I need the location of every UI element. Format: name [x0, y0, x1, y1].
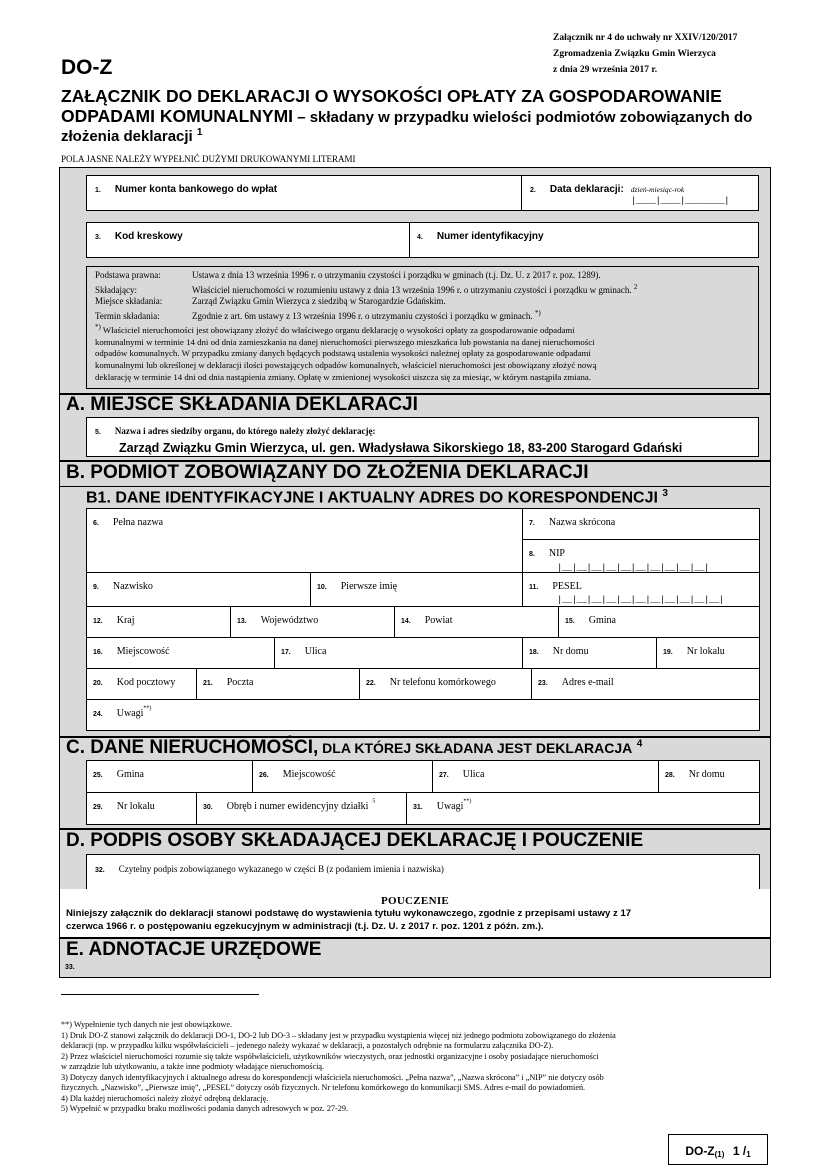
title-line: złożenia deklaracji	[61, 128, 193, 145]
field-label: Nr lokalu	[116, 801, 155, 812]
field-label: Nr domu	[552, 646, 589, 657]
instruction-line: czerwca 1966 r. o postępowaniu egzekucyjnym w administracji (t.j. Dz. U. z 2017 r. poz. 1201 z późn. zm.).	[66, 921, 544, 932]
field-label: Kod pocztowy	[116, 677, 176, 688]
section-b1-title	[86, 488, 668, 507]
page-total: 1	[746, 1150, 751, 1159]
field-label: Czytelny podpis zobowiązanego wykazanego w części B (z podaniem imienia i nazwiska)	[118, 864, 444, 874]
note-line: komunalnymi w terminie 14 dni od dnia zamieszkania na danej nieruchomości pierwszego mieszkańca lub powstania na danej nieruchomości	[95, 336, 595, 347]
page-form-code: DO-Z	[685, 1144, 715, 1158]
field-number: 2.	[530, 187, 536, 194]
field-label: Uwagi	[116, 708, 144, 719]
legal-basis-box	[86, 266, 759, 389]
fill-instruction: POLA JASNE NALEŻY WYPEŁNIĆ DUŻYMI DRUKOWANYMI LITERAMI	[61, 154, 356, 164]
parcel-number-field[interactable]: 30. Obręb i numer ewidencyjny działki $^5$	[197, 793, 407, 825]
resolution-line: z dnia 29 września 2017 r.	[553, 65, 658, 75]
mobile-phone-field[interactable]: 22. Nr telefonu komórkowego	[360, 669, 532, 700]
footnote: 5) Wypełnić w przypadku braku możliwości podania danych adresowych w poz. 27-29.	[61, 1104, 348, 1113]
instruction-title: POUCZENIE	[380, 895, 450, 907]
street-field[interactable]: 17. Ulica	[275, 638, 523, 669]
legal-key: Składający:	[95, 284, 137, 295]
resolution-line: Załącznik nr 4 do uchwały nr XXIV/120/2017	[553, 33, 738, 43]
property-commune-field[interactable]: 25. Gmina	[87, 761, 253, 793]
section-c-label: C. DANE NIERUCHOMOŚCI,	[66, 737, 319, 758]
note-line: komunalnymi lub określonej w deklaracji ilości powstających odpadów komunalnych, właściciel nieruchomości jest obowiązany złożyć nową	[95, 360, 597, 371]
field-label: Powiat	[424, 615, 453, 626]
instruction-box	[60, 889, 770, 937]
property-apartment-field[interactable]: 29. Nr lokalu	[87, 793, 197, 825]
signature-field[interactable]: 32. Czytelny podpis zobowiązanego wykazanego w części B (z podaniem imienia i nazwiska)	[86, 854, 760, 889]
full-name-field[interactable]: 6. Pełna nazwa	[87, 509, 523, 573]
field-label: Pierwsze imię	[340, 581, 398, 592]
section-e-title: E. ADNOTACJE URZĘDOWE	[66, 939, 322, 960]
note-line: odpadów komunalnych. W przypadku zmiany danych będących podstawą ustalenia wysokości należnej opłaty za gospodarowanie odpadami	[95, 348, 591, 359]
field-label: Nazwa i adres siedziby organu, do którego należy złożyć deklarację:	[114, 426, 376, 436]
county-field[interactable]: 14. Powiat	[395, 607, 559, 638]
identification-number-field[interactable]	[411, 223, 759, 257]
footnote: fizycznych. „Nazwisko”, „Pierwsze imię”, „PESEL” dotyczy osób fizycznych. Nr telefonu komórkowego do komunikacji SMS. Adres e-mail do powiadomień.	[61, 1083, 586, 1092]
property-street-field[interactable]: 27. Ulica	[433, 761, 659, 793]
subject-data-grid	[86, 508, 760, 731]
remarks-field[interactable]: 24. Uwagi**)	[87, 700, 760, 731]
date-format-hint: dzień-miesiąc-rok	[630, 185, 685, 194]
page-number: 1 /	[732, 1144, 747, 1158]
field-label: Obręb i numer ewidencyjny działki	[226, 801, 369, 812]
legal-value: Zgodnie z art. 6m ustawy z 13 września 1996 r. o utrzymaniu czystości i porządku w gminach.	[192, 310, 533, 321]
country-field[interactable]: 12. Kraj	[87, 607, 231, 638]
date-boxes: |____|____|________|	[631, 196, 730, 206]
field-label: PESEL	[552, 581, 582, 592]
footnote-ref: 5	[372, 798, 376, 805]
field-label: Nazwisko	[112, 581, 153, 592]
footnotes	[61, 1020, 771, 1115]
footnote: 3) Dotyczy danych identyfikacyjnych i aktualnego adresu do korespondencji właściciela nieruchomości. „Pełna nazwa”, „Nazwa skrócona” i „NIP” nie dotyczy osób	[61, 1072, 604, 1082]
footnote-ref: *)	[534, 308, 541, 317]
footnote-ref: 3	[662, 488, 668, 499]
field-number: 4.	[417, 234, 423, 241]
footnote: deklaracji (np. w przypadku kilku współwłaścicieli – jedenego należy wykazać w deklaracji, a pozostałych odrębnie na formularzu załącznika DO-Z).	[61, 1041, 554, 1050]
footnote: **) Wypełnienie tych danych nie jest obowiązkowe.	[61, 1020, 233, 1029]
field-label: Nr telefonu komórkowego	[389, 677, 496, 688]
title-line: ZAŁĄCZNIK DO DEKLARACJI O WYSOKOŚCI OPŁATY ZA GOSPODAROWANIE	[61, 86, 722, 106]
field-label: Pełna nazwa	[112, 517, 164, 528]
surname-field[interactable]: 9. Nazwisko	[87, 573, 311, 607]
field-label: Gmina	[588, 615, 616, 626]
authority-address-value: Zarząd Związku Gmin Wierzyca, ul. gen. Władysława Sikorskiego 18, 83-200 Starogard Gdański	[119, 441, 683, 455]
field-label: Numer konta bankowego do wpłat	[114, 184, 278, 195]
barcode-field[interactable]	[87, 223, 410, 257]
email-field[interactable]: 23. Adres e-mail	[532, 669, 760, 700]
bank-account-field[interactable]	[87, 176, 522, 210]
pesel-boxes: |__|__|__|__|__|__|__|__|__|__|__|	[557, 595, 724, 605]
footnote-ref: *)	[95, 323, 101, 332]
legal-note	[95, 322, 752, 383]
field-label: Ulica	[304, 646, 327, 657]
note-line: Właściciel nieruchomości jest obowiązany złożyć do właściwego organu deklarację o wysokości opłaty za gospodarowanie odpadami	[102, 325, 575, 336]
account-date-row	[86, 175, 759, 211]
nip-field[interactable]: 8. NIP |__|__|__|__|__|__|__|__|__|__|	[523, 540, 760, 573]
section-b-title: B. PODMIOT ZOBOWIĄZANY DO ZŁOŻENIA DEKLARACJI	[66, 462, 589, 483]
footnote: 1) Druk DO-Z stanowi załącznik do deklaracji DO-1, DO-2 lub DO-3 – składany jest w przypadku wystąpienia więcej niż jednego podmiotu zobowiązanego do złożenia	[61, 1030, 616, 1040]
field-label: Kod kreskowy	[114, 231, 183, 242]
field-label: Miejscowość	[282, 769, 336, 780]
property-house-number-field[interactable]: 28. Nr domu	[659, 761, 760, 793]
resolution-reference	[553, 30, 737, 78]
form-title	[61, 86, 773, 145]
divider	[59, 486, 771, 487]
title-line: – składany w przypadku wielości podmiotów zobowiązanych do	[293, 109, 753, 126]
field-label: Poczta	[226, 677, 254, 688]
title-line: ODPADAMI KOMUNALNYMI	[61, 106, 294, 126]
field-label: Nazwa skrócona	[548, 517, 616, 528]
house-number-field[interactable]: 18. Nr domu	[523, 638, 657, 669]
apartment-number-field[interactable]: 19. Nr lokalu	[657, 638, 760, 669]
footnote: w zarządzie lub użytkowaniu, a także inne podmioty władające nieruchomością.	[61, 1062, 325, 1071]
field-label: Miejscowość	[116, 646, 170, 657]
footnote: 4) Dla każdej nieruchomości należy złożyć odrębną deklarację.	[61, 1093, 269, 1103]
section-a-title: A. MIEJSCE SKŁADANIA DEKLARACJI	[66, 394, 418, 415]
locality-field[interactable]: 16. Miejscowość	[87, 638, 275, 669]
resolution-line: Zgromadzenia Związku Gmin Wierzyca	[553, 49, 716, 59]
nip-boxes: |__|__|__|__|__|__|__|__|__|__|	[557, 563, 709, 573]
page-indicator	[668, 1134, 768, 1165]
legal-key: Miejsce składania:	[95, 296, 163, 307]
instruction-line: Niniejszy załącznik do deklaracji stanowi podstawę do wystawienia tytułu wykonawczego, zgodnie z przepisami ustawy z 17	[66, 908, 632, 919]
declaration-date-field[interactable]	[523, 176, 759, 210]
section-c-title	[66, 737, 642, 759]
legal-value: Właściciel nieruchomości w rozumieniu ustawy z dnia 13 września 1996 r. o utrzymaniu czystości i porządku w gminach.	[192, 284, 632, 295]
field-label: Ulica	[462, 769, 485, 780]
section-d-title: D. PODPIS OSOBY SKŁADAJĄCEJ DEKLARACJĘ I POUCZENIE	[66, 830, 644, 851]
legal-value: Zarząd Związku Gmin Wierzyca z siedzibą w Starogardzie Gdańskim.	[192, 296, 446, 307]
barcode-id-row	[86, 222, 759, 258]
property-data-grid	[86, 760, 760, 825]
footnote-ref: 2	[633, 282, 638, 291]
note-line: deklarację w terminie 14 dni od dnia nastąpienia zmiany. Opłatę w zmienionej wysokości uiszcza się za miesiąc, w którym nastąpiła zmiana.	[95, 371, 592, 382]
form-code: DO-Z	[61, 56, 113, 79]
section-c-sublabel: DLA KTÓREJ SKŁADANA JEST DEKLARACJA	[318, 740, 633, 756]
postal-code-field[interactable]: 20. Kod pocztowy	[87, 669, 197, 700]
footnote-ref: 4	[636, 738, 643, 750]
field-number: 5.	[95, 429, 101, 436]
field-label: Kraj	[116, 615, 135, 626]
authority-address-field	[86, 417, 759, 457]
field-label: Numer identyfikacyjny	[436, 231, 544, 242]
footnote-ref: **)	[143, 705, 152, 712]
commune-field[interactable]: 15. Gmina	[559, 607, 760, 638]
field-number: 1.	[95, 187, 101, 194]
field-label: NIP	[548, 548, 565, 559]
section-b1-label: B1. DANE IDENTYFIKACYJNE I AKTUALNY ADRES DO KORESPONDENCJI	[86, 489, 658, 507]
field-label: Nr lokalu	[686, 646, 725, 657]
footnote-ref: 1	[196, 127, 203, 138]
field-label: Uwagi	[436, 801, 464, 812]
page-form-version: (1)	[714, 1150, 725, 1159]
post-office-field[interactable]: 21. Poczta	[197, 669, 360, 700]
field-label: Adres e-mail	[561, 677, 614, 688]
field-label: Województwo	[260, 615, 319, 626]
short-name-field[interactable]: 7. Nazwa skrócona	[523, 509, 760, 540]
footnote-separator	[61, 994, 259, 995]
field-label: Data deklaracji:	[549, 184, 624, 195]
field-number: 3.	[95, 234, 101, 241]
footnote: 2) Przez właściciel nieruchomości rozumie się także współwłaścicieli, użytkowników wieczystych, oraz jednostki organizacyjne i osoby posiadające nieruchomości	[61, 1051, 599, 1061]
property-remarks-field[interactable]: 31. Uwagi**)	[407, 793, 760, 825]
instruction-text	[60, 907, 770, 933]
legal-value: Ustawa z dnia 13 września 1996 r. o utrzymaniu czystości i porządku w gminach (t.j. Dz. U. z 2017 r. poz. 1289).	[192, 270, 601, 280]
legal-key: Podstawa prawna:	[95, 270, 161, 280]
footnote-ref: **)	[463, 798, 472, 805]
official-notes-field[interactable]: 33.	[65, 964, 75, 971]
pesel-field[interactable]: 11. PESEL |__|__|__|__|__|__|__|__|__|__|__|	[523, 573, 760, 607]
voivodeship-field[interactable]: 13. Województwo	[231, 607, 395, 638]
field-label: Nr domu	[688, 769, 725, 780]
property-locality-field[interactable]: 26. Miejscowość	[253, 761, 433, 793]
first-name-field[interactable]: 10. Pierwsze imię	[311, 573, 523, 607]
legal-key: Termin składania:	[95, 310, 160, 321]
field-label: Gmina	[116, 769, 144, 780]
